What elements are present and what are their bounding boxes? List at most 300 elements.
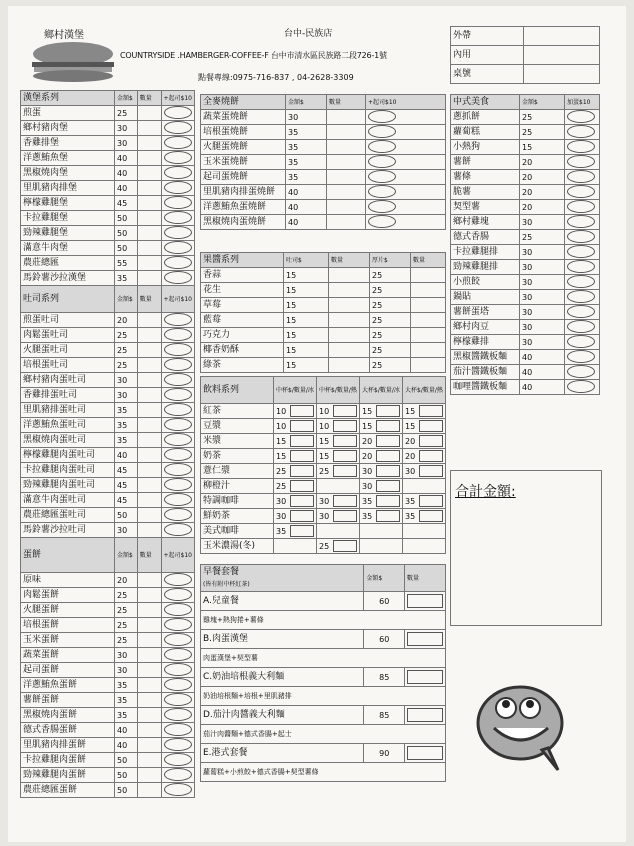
wheat-qty-cell[interactable]: [327, 140, 366, 155]
set-qty-cell: [405, 592, 446, 611]
toast-item-price: 20: [115, 313, 138, 328]
burger-qty-cell[interactable]: [137, 166, 161, 181]
cheese-oval[interactable]: [368, 200, 396, 213]
toast-item-price: 30: [115, 388, 138, 403]
cheese-oval[interactable]: [164, 618, 192, 631]
jam-toast-qty-cell[interactable]: [329, 358, 370, 373]
chinese-item-price: 25: [520, 110, 565, 125]
breakfast-set-subtitle: (皆有附中杯紅茶): [203, 580, 250, 588]
cheese-oval[interactable]: [164, 373, 192, 386]
drink-qty-box[interactable]: [333, 405, 357, 417]
drinks-title: 飲料系列: [201, 377, 274, 404]
drink-qty-box[interactable]: [376, 465, 400, 477]
jam-thick-qty-cell[interactable]: [411, 313, 446, 328]
chinese-section: [451, 95, 600, 395]
drink-qty-box[interactable]: [333, 450, 357, 462]
cheese-oval[interactable]: [164, 783, 192, 796]
burger-qty-cell[interactable]: [137, 151, 161, 166]
drink-qty-box[interactable]: [333, 510, 357, 522]
burger-item-name: 滿意牛肉堡: [21, 241, 115, 256]
cheese-oval[interactable]: [164, 166, 192, 179]
chinese-item-name: 薯餅: [451, 155, 520, 170]
cheese-oval[interactable]: [164, 768, 192, 781]
cheese-oval[interactable]: [164, 663, 192, 676]
set-qty-box[interactable]: [407, 594, 443, 608]
drink-qty-box[interactable]: [290, 480, 314, 492]
drink-price: 15: [319, 451, 330, 461]
drink-qty-box[interactable]: [290, 495, 314, 507]
cheese-oval[interactable]: [164, 693, 192, 706]
jam-toast-qty-cell[interactable]: [329, 283, 370, 298]
cheese-oval[interactable]: [567, 320, 595, 333]
drink-price-cell: [360, 539, 403, 554]
cheese-oval[interactable]: [567, 155, 595, 168]
toast-qty-cell[interactable]: [137, 328, 161, 343]
drink-qty-box[interactable]: [419, 435, 443, 447]
burger-cheese-label: +起司$10: [161, 91, 194, 106]
drink-price-cell: [360, 434, 403, 449]
cheese-oval[interactable]: [164, 573, 192, 586]
egg-crepe-qty-cell[interactable]: [137, 618, 161, 633]
cheese-oval[interactable]: [164, 463, 192, 476]
drink-price: 15: [362, 421, 373, 431]
set-row: [201, 706, 446, 725]
toast-qty-cell[interactable]: [137, 313, 161, 328]
cheese-oval[interactable]: [164, 508, 192, 521]
egg-crepe-qty-cell[interactable]: [137, 753, 161, 768]
drink-qty-box[interactable]: [376, 495, 400, 507]
cheese-oval[interactable]: [164, 493, 192, 506]
cheese-oval[interactable]: [567, 365, 595, 378]
egg-crepe-qty-cell[interactable]: [137, 783, 161, 798]
jam-thick-qty-cell[interactable]: [411, 343, 446, 358]
cheese-oval[interactable]: [368, 125, 396, 138]
wheat-row: [201, 140, 446, 155]
toast-row: [21, 388, 195, 403]
cheese-oval[interactable]: [164, 211, 192, 224]
set-desc-row: [201, 611, 446, 630]
burger-qty-cell[interactable]: [137, 181, 161, 196]
drink-item-name: 紅茶: [201, 404, 274, 419]
order-type-dinein-box[interactable]: [524, 46, 600, 65]
chinese-item-price: 20: [520, 185, 565, 200]
set-item-desc: 蘿蔔糕+小煎餃+德式香腸+契型薯條: [201, 763, 446, 782]
egg-crepe-item-price: 40: [115, 723, 138, 738]
cheese-oval[interactable]: [164, 181, 192, 194]
toast-qty-cell[interactable]: [137, 343, 161, 358]
burger-qty-cell[interactable]: [137, 211, 161, 226]
drink-price: 35: [405, 511, 416, 521]
cheese-oval[interactable]: [368, 215, 396, 228]
egg-crepe-item-name: 里肌豬肉排蛋餅: [21, 738, 115, 753]
drink-price: 20: [362, 436, 373, 446]
wheat-cheese-cell: [366, 200, 446, 215]
toast-qty-cell[interactable]: [137, 358, 161, 373]
toast-qty-cell[interactable]: [137, 373, 161, 388]
toast-qty-cell[interactable]: [137, 388, 161, 403]
toast-cheese-cell: [161, 358, 194, 373]
chinese-item-price: 20: [520, 170, 565, 185]
drink-qty-box[interactable]: [376, 435, 400, 447]
drink-qty-box[interactable]: [419, 420, 443, 432]
chinese-cheese-cell: [565, 380, 600, 395]
drink-qty-box[interactable]: [376, 510, 400, 522]
egg-crepe-qty-cell[interactable]: [137, 573, 161, 588]
drink-price-cell: [403, 479, 446, 494]
cheese-oval[interactable]: [164, 753, 192, 766]
chinese-item-price: 20: [520, 155, 565, 170]
burger-item-price: 50: [115, 211, 138, 226]
drink-price-cell: [274, 434, 317, 449]
drink-qty-box[interactable]: [419, 405, 443, 417]
wheat-qty-cell[interactable]: [327, 170, 366, 185]
wheat-qty-cell[interactable]: [327, 110, 366, 125]
breakfast-set-title: [201, 565, 364, 592]
drink-price-cell: [360, 464, 403, 479]
drinks-col2: 中杯$/數量/熱: [317, 377, 360, 404]
cheese-oval[interactable]: [164, 478, 192, 491]
egg-crepe-cheese-cell: [161, 618, 194, 633]
chinese-item-name: 勁辣雞腿排: [451, 260, 520, 275]
drink-qty-box[interactable]: [333, 465, 357, 477]
burger-item-price: 30: [115, 121, 138, 136]
cheese-oval[interactable]: [164, 106, 192, 119]
cheese-oval[interactable]: [368, 155, 396, 168]
cheese-oval[interactable]: [164, 723, 192, 736]
chinese-cheese-cell: [565, 215, 600, 230]
drink-qty-box[interactable]: [290, 465, 314, 477]
wheat-qty-cell[interactable]: [327, 215, 366, 230]
drink-price: 25: [276, 466, 287, 476]
jam-toast-qty-cell[interactable]: [329, 343, 370, 358]
total-label: 合計金額:: [455, 484, 516, 500]
egg-crepe-item-name: 培根蛋餅: [21, 618, 115, 633]
burger-item-name: 農莊總匯: [21, 256, 115, 271]
toast-qty-cell[interactable]: [137, 508, 161, 523]
cheese-oval[interactable]: [164, 708, 192, 721]
toast-item-name: 里肌豬排蛋吐司: [21, 403, 115, 418]
wheat-item-price: 40: [286, 200, 327, 215]
jam-toast-qty-cell[interactable]: [329, 328, 370, 343]
burger-qty-cell[interactable]: [137, 226, 161, 241]
jam-toast-price: 15: [284, 268, 329, 283]
egg-crepe-title: 蛋餅: [21, 538, 115, 573]
egg-crepe-item-name: 黑椒燒肉蛋餅: [21, 708, 115, 723]
egg-crepe-qty-cell[interactable]: [137, 723, 161, 738]
cheese-oval[interactable]: [164, 678, 192, 691]
egg-crepe-qty-cell[interactable]: [137, 738, 161, 753]
jam-toast-price: 15: [284, 283, 329, 298]
drink-price: 20: [362, 451, 373, 461]
burger-qty-cell[interactable]: [137, 196, 161, 211]
set-qty-box[interactable]: [407, 708, 443, 722]
drink-qty-box[interactable]: [290, 420, 314, 432]
toast-qty-cell[interactable]: [137, 493, 161, 508]
cheese-oval[interactable]: [567, 275, 595, 288]
burger-qty-cell[interactable]: [137, 271, 161, 286]
cheese-oval[interactable]: [567, 380, 595, 393]
egg-crepe-item-price: 20: [115, 573, 138, 588]
cheese-oval[interactable]: [368, 185, 396, 198]
drink-qty-box[interactable]: [290, 405, 314, 417]
cheese-oval[interactable]: [567, 290, 595, 303]
toast-qty-cell[interactable]: [137, 403, 161, 418]
set-qty-box[interactable]: [407, 670, 443, 684]
chinese-item-name: 卡拉雞腿排: [451, 245, 520, 260]
egg-crepe-qty-cell[interactable]: [137, 648, 161, 663]
drink-qty-box[interactable]: [333, 495, 357, 507]
drink-price-cell: [403, 464, 446, 479]
wheat-qty-cell[interactable]: [327, 185, 366, 200]
drink-price: 15: [362, 406, 373, 416]
cheese-oval[interactable]: [164, 448, 192, 461]
jam-toast-qty-cell[interactable]: [329, 268, 370, 283]
toast-qty-cell[interactable]: [137, 448, 161, 463]
burger-item-name: 馬鈴薯沙拉漢堡: [21, 271, 115, 286]
cheese-oval[interactable]: [164, 738, 192, 751]
toast-qty-cell[interactable]: [137, 433, 161, 448]
toast-cheese-cell: [161, 403, 194, 418]
toast-row: [21, 313, 195, 328]
egg-crepe-qty-cell[interactable]: [137, 603, 161, 618]
jam-thick-qty-cell[interactable]: [411, 358, 446, 373]
egg-crepe-qty-cell[interactable]: [137, 768, 161, 783]
drink-price-cell: [274, 404, 317, 419]
jam-thick-qty-cell[interactable]: [411, 298, 446, 313]
wheat-qty-cell[interactable]: [327, 125, 366, 140]
cheese-oval[interactable]: [164, 633, 192, 646]
cheese-oval[interactable]: [164, 343, 192, 356]
cheese-oval[interactable]: [164, 603, 192, 616]
chinese-item-price: 30: [520, 320, 565, 335]
drink-price: 35: [362, 496, 373, 506]
toast-item-name: 馬鈴薯沙拉吐司: [21, 523, 115, 538]
cheese-oval[interactable]: [164, 151, 192, 164]
cheese-oval[interactable]: [567, 170, 595, 183]
egg-crepe-row: [21, 573, 195, 588]
egg-crepe-item-price: 35: [115, 678, 138, 693]
drink-qty-box[interactable]: [419, 450, 443, 462]
cheese-oval[interactable]: [164, 403, 192, 416]
set-item-price: 85: [364, 668, 405, 687]
jam-toast-price: 15: [284, 328, 329, 343]
jam-toast-qty-cell[interactable]: [329, 298, 370, 313]
drink-qty-box[interactable]: [290, 525, 314, 537]
egg-crepe-item-name: 玉米蛋餅: [21, 633, 115, 648]
cheese-oval[interactable]: [567, 185, 595, 198]
drink-qty-box[interactable]: [419, 495, 443, 507]
cheese-oval[interactable]: [567, 140, 595, 153]
jam-thick-qty-cell[interactable]: [411, 328, 446, 343]
jam-toast-qty-cell[interactable]: [329, 313, 370, 328]
toast-cheese-cell: [161, 448, 194, 463]
cheese-oval[interactable]: [567, 125, 595, 138]
burger-qty-cell[interactable]: [137, 121, 161, 136]
chinese-item-name: 蘿蔔糕: [451, 125, 520, 140]
drink-price-cell: [317, 524, 360, 539]
toast-row: [21, 463, 195, 478]
chinese-item-price: 30: [520, 290, 565, 305]
chinese-cheese-cell: [565, 365, 600, 380]
egg-crepe-qty-cell[interactable]: [137, 708, 161, 723]
jam-thick-qty-cell[interactable]: [411, 283, 446, 298]
toast-qty-cell[interactable]: [137, 463, 161, 478]
drink-price: 35: [276, 526, 287, 536]
cheese-oval[interactable]: [567, 335, 595, 348]
cheese-oval[interactable]: [368, 140, 396, 153]
cheese-oval[interactable]: [164, 241, 192, 254]
drink-qty-box[interactable]: [333, 540, 357, 552]
burger-qty-cell[interactable]: [137, 256, 161, 271]
egg-crepe-row: [21, 633, 195, 648]
drink-price-cell: [360, 509, 403, 524]
set-qty-cell: [405, 630, 446, 649]
drink-qty-box[interactable]: [376, 450, 400, 462]
total-box[interactable]: [450, 470, 602, 626]
burger-row: [21, 196, 195, 211]
drink-qty-box[interactable]: [419, 465, 443, 477]
drink-qty-box[interactable]: [290, 435, 314, 447]
cheese-oval[interactable]: [368, 110, 396, 123]
burger-item-price: 50: [115, 226, 138, 241]
drink-price-cell: [403, 494, 446, 509]
cheese-oval[interactable]: [164, 358, 192, 371]
chinese-item-name: 小熱狗: [451, 140, 520, 155]
drink-item-name: 奶茶: [201, 449, 274, 464]
burger-qty-cell[interactable]: [137, 241, 161, 256]
wheat-item-price: 40: [286, 215, 327, 230]
wheat-section: [201, 95, 446, 230]
burger-amount-label: 金額$: [115, 91, 138, 106]
burger-row: [21, 271, 195, 286]
jam-table: [200, 252, 446, 373]
set-qty-box[interactable]: [407, 746, 443, 760]
egg-crepe-row: [21, 708, 195, 723]
cheese-oval[interactable]: [368, 170, 396, 183]
order-type-table-no-box[interactable]: [524, 65, 600, 84]
egg-crepe-qty-cell[interactable]: [137, 693, 161, 708]
toast-item-name: 洋蔥鮪魚蛋吐司: [21, 418, 115, 433]
cheese-oval[interactable]: [567, 350, 595, 363]
cheese-oval[interactable]: [164, 226, 192, 239]
wheat-qty-cell[interactable]: [327, 155, 366, 170]
cheese-oval[interactable]: [164, 313, 192, 326]
chinese-cheese-label: 加蛋$10: [565, 95, 600, 110]
egg-crepe-qty-cell[interactable]: [137, 633, 161, 648]
cheese-oval[interactable]: [164, 271, 192, 284]
burger-cheese-cell: [161, 226, 194, 241]
drink-qty-box[interactable]: [290, 510, 314, 522]
jam-toast-price: 15: [284, 343, 329, 358]
drink-price-cell: [317, 449, 360, 464]
burger-item-price: 55: [115, 256, 138, 271]
cheese-oval[interactable]: [164, 648, 192, 661]
toast-item-price: 30: [115, 373, 138, 388]
drink-price-cell: [274, 494, 317, 509]
egg-crepe-qty-cell[interactable]: [137, 588, 161, 603]
toast-row: [21, 508, 195, 523]
cheese-oval[interactable]: [164, 196, 192, 209]
burger-qty-cell[interactable]: [137, 106, 161, 121]
cheese-oval[interactable]: [164, 433, 192, 446]
cheese-oval[interactable]: [164, 588, 192, 601]
egg-crepe-qty-cell[interactable]: [137, 663, 161, 678]
chinese-row: [451, 125, 600, 140]
cheese-oval[interactable]: [164, 418, 192, 431]
cheese-oval[interactable]: [567, 200, 595, 213]
wheat-qty-cell[interactable]: [327, 200, 366, 215]
cheese-oval[interactable]: [164, 256, 192, 269]
egg-crepe-qty-cell[interactable]: [137, 678, 161, 693]
toast-qty-cell[interactable]: [137, 523, 161, 538]
chinese-row: [451, 290, 600, 305]
chinese-cheese-cell: [565, 245, 600, 260]
order-type-takeout-box[interactable]: [524, 27, 600, 46]
drink-qty-box[interactable]: [333, 435, 357, 447]
drink-price-cell: [317, 509, 360, 524]
burger-cheese-cell: [161, 166, 194, 181]
drink-price-cell: [403, 524, 446, 539]
drink-qty-box[interactable]: [376, 480, 400, 492]
chinese-cheese-cell: [565, 110, 600, 125]
drink-row: [201, 449, 446, 464]
toast-row: [21, 403, 195, 418]
egg-crepe-item-price: 25: [115, 588, 138, 603]
drink-price: 15: [405, 406, 416, 416]
egg-crepe-cheese-cell: [161, 693, 194, 708]
toast-qty-cell[interactable]: [137, 478, 161, 493]
drink-qty-box[interactable]: [419, 510, 443, 522]
cheese-oval[interactable]: [164, 136, 192, 149]
toast-title: 吐司系列: [21, 286, 115, 313]
jam-thick-price: 25: [370, 298, 411, 313]
cheese-oval[interactable]: [164, 523, 192, 536]
drink-price-cell: [403, 449, 446, 464]
drink-qty-box[interactable]: [333, 420, 357, 432]
drink-price: 15: [276, 436, 287, 446]
cheese-oval[interactable]: [567, 245, 595, 258]
drink-qty-box[interactable]: [376, 405, 400, 417]
egg-crepe-cheese-cell: [161, 708, 194, 723]
chinese-row: [451, 110, 600, 125]
drink-price-cell: [274, 449, 317, 464]
breakfast-set-title-text: 早餐套餐: [203, 566, 240, 577]
set-qty-box[interactable]: [407, 632, 443, 646]
cheese-oval[interactable]: [567, 305, 595, 318]
cheese-oval[interactable]: [164, 328, 192, 341]
cheese-oval[interactable]: [164, 388, 192, 401]
burger-qty-cell[interactable]: [137, 136, 161, 151]
drink-item-name: 特調咖啡: [201, 494, 274, 509]
cheese-oval[interactable]: [567, 110, 595, 123]
cheese-oval[interactable]: [567, 260, 595, 273]
restaurant-name: 鄉村漢堡: [44, 30, 84, 41]
wheat-row: [201, 110, 446, 125]
cheese-oval[interactable]: [567, 215, 595, 228]
drink-qty-box[interactable]: [376, 420, 400, 432]
jam-item-name: 綠茶: [201, 358, 284, 373]
chinese-row: [451, 305, 600, 320]
breakfast-set-table: [200, 564, 446, 782]
cheese-oval[interactable]: [567, 230, 595, 243]
left-menu-table: [20, 90, 195, 798]
drink-qty-box[interactable]: [290, 450, 314, 462]
wheat-cheese-cell: [366, 215, 446, 230]
cheese-oval[interactable]: [164, 121, 192, 134]
toast-cheese-cell: [161, 493, 194, 508]
toast-qty-cell[interactable]: [137, 418, 161, 433]
jam-thick-qty-cell[interactable]: [411, 268, 446, 283]
